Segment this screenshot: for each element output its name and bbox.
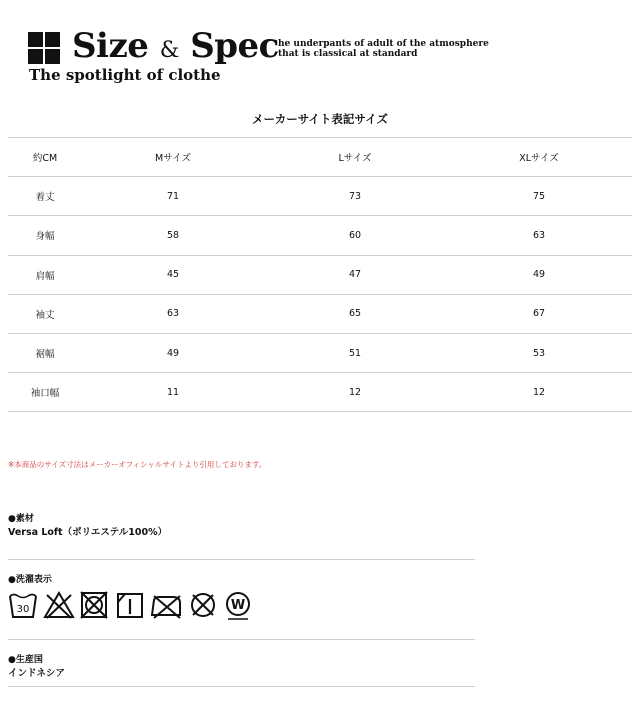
table-header-cell: XLサイズ [446, 138, 632, 177]
table-header-cell: 約CM [8, 138, 82, 177]
size-table [8, 137, 632, 412]
logo-tagline [278, 39, 489, 59]
table-row [8, 373, 632, 412]
table-row [8, 177, 632, 216]
table-row [8, 255, 632, 294]
table-cell: 49 [82, 333, 264, 372]
table-cell: 裾幅 [8, 333, 82, 372]
wash-30-icon [8, 590, 38, 620]
table-cell: 11 [82, 373, 264, 412]
material-heading: ●素材 [8, 514, 34, 524]
line-dry-icon [115, 590, 145, 620]
table-row [8, 333, 632, 372]
table-cell: 75 [446, 177, 632, 216]
table-header-row [8, 138, 632, 177]
logo-squares-icon [28, 32, 60, 64]
table-cell: 60 [264, 216, 446, 255]
table-cell: 着丈 [8, 177, 82, 216]
logo-title-size: Size [72, 26, 149, 66]
table-cell: 65 [264, 294, 446, 333]
logo-title-spec: Spec [190, 26, 279, 66]
table-cell: 53 [446, 333, 632, 372]
table-cell: 73 [264, 177, 446, 216]
origin-value: インドネシア [8, 668, 65, 679]
table-cell: 12 [446, 373, 632, 412]
table-cell: 67 [446, 294, 632, 333]
size-table-caption: メーカーサイト表記サイズ [251, 112, 389, 126]
table-header-cell: Lサイズ [264, 138, 446, 177]
logo-subtitle: The spotlight of clothe [29, 66, 221, 84]
wash-temp-label: 30 [16, 604, 30, 615]
table-cell: 45 [82, 255, 264, 294]
table-row [8, 294, 632, 333]
table-cell: 47 [264, 255, 446, 294]
table-cell: 身幅 [8, 216, 82, 255]
no-dry-clean-icon [188, 590, 218, 620]
brand-header [28, 26, 628, 90]
care-symbols [8, 590, 268, 620]
logo-title [72, 26, 279, 66]
wet-clean-letter: W [230, 598, 246, 613]
table-row [8, 216, 632, 255]
wet-clean-icon [222, 590, 254, 620]
iron-low-icon [149, 590, 183, 620]
logo-tagline-line2: that is classical at standard [278, 49, 418, 59]
logo-title-amp: & [159, 38, 179, 63]
table-cell: 袖口幅 [8, 373, 82, 412]
origin-heading: ●生産国 [8, 655, 43, 665]
material-value: Versa Loft（ポリエステル100%） [8, 527, 168, 538]
table-header-cell: Mサイズ [82, 138, 264, 177]
size-source-note: ※本商品のサイズ寸法はメーカーオフィシャルサイトより引用しております。 [8, 460, 267, 469]
table-cell: 袖丈 [8, 294, 82, 333]
no-tumble-dry-icon [79, 590, 109, 620]
table-cell: 肩幅 [8, 255, 82, 294]
no-bleach-icon [43, 590, 75, 620]
divider [8, 639, 475, 640]
table-cell: 51 [264, 333, 446, 372]
care-heading: ●洗濯表示 [8, 575, 52, 585]
logo-tagline-line1: he underpants of adult of the atmosphere [278, 39, 489, 49]
table-cell: 12 [264, 373, 446, 412]
table-cell: 71 [82, 177, 264, 216]
table-cell: 63 [82, 294, 264, 333]
table-cell: 58 [82, 216, 264, 255]
divider [8, 559, 475, 560]
divider [8, 686, 475, 687]
table-cell: 63 [446, 216, 632, 255]
table-cell: 49 [446, 255, 632, 294]
